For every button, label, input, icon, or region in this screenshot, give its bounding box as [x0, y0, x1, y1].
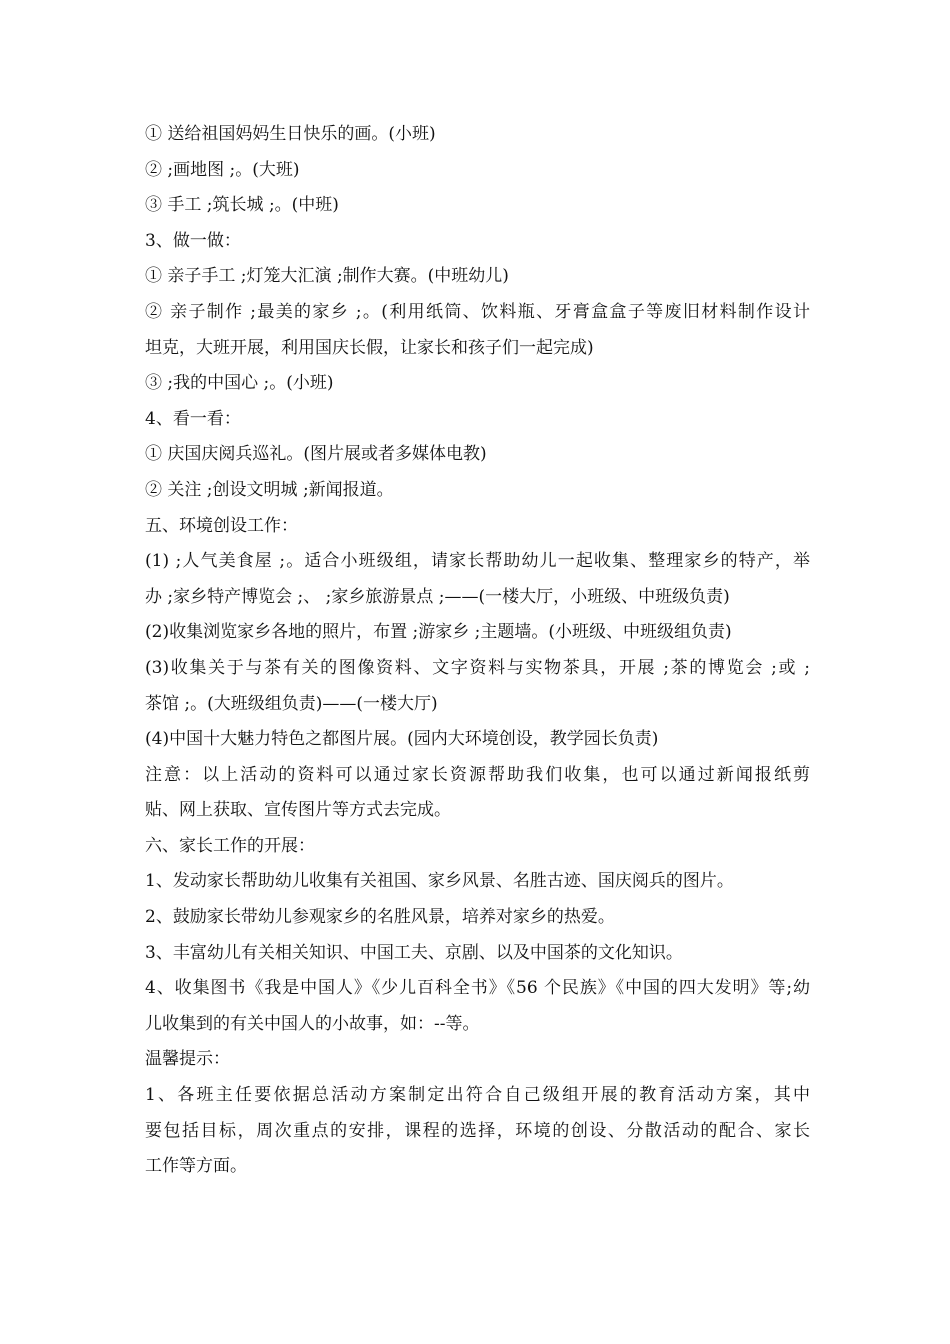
text-line: ③ ;我的中国心 ;。(小班) — [145, 373, 334, 394]
text-line: (1) ;人气美食屋 ;。适合小班级组，请家长帮助幼儿一起收集、整理家乡的特产，举 — [145, 551, 810, 572]
document-body — [145, 117, 810, 1185]
section-heading: 六、家长工作的开展： — [145, 835, 315, 856]
text-line: 茶馆 ;。(大班级组负责)——(一楼大厅) — [145, 693, 438, 714]
text-line: 2、鼓励家长带幼儿参观家乡的名胜风景，培养对家乡的热爱。 — [145, 907, 615, 928]
text-line: (2)收集浏览家乡各地的照片，布置 ;游家乡 ;主题墙。(小班级、中班级组负责) — [145, 622, 732, 643]
text-line: 3、丰富幼儿有关相关知识、中国工夫、京剧、以及中国茶的文化知识。 — [145, 942, 683, 963]
text-line: ② ;画地图 ;。(大班) — [145, 159, 300, 180]
text-line: 4、收集图书《我是中国人》《少儿百科全书》《56 个民族》《中国的四大发明》等;幼 — [145, 978, 810, 999]
section-heading: 温馨提示： — [145, 1049, 230, 1070]
text-line: 1、各班主任要依据总活动方案制定出符合自己级组开展的教育活动方案，其中 — [145, 1085, 810, 1106]
text-line: 办 ;家乡特产博览会 ;、 ;家乡旅游景点 ;——(一楼大厅，小班级、中班级负责) — [145, 586, 730, 607]
section-heading: 4、看一看： — [145, 408, 241, 429]
text-line: ② 亲子制作 ;最美的家乡 ;。(利用纸筒、饮料瓶、牙膏盒盒子等废旧材料制作设计 — [145, 301, 810, 322]
text-line: 儿收集到的有关中国人的小故事，如：--等。 — [145, 1013, 480, 1034]
note-line: 注意：以上活动的资料可以通过家长资源帮助我们收集，也可以通过新闻报纸剪 — [145, 764, 810, 785]
text-line: ① 亲子手工 ;灯笼大汇演 ;制作大赛。(中班幼儿) — [145, 266, 509, 287]
text-line: (4)中国十大魅力特色之都图片展。(园内大环境创设，教学园长负责) — [145, 729, 659, 750]
text-line: ③ 手工 ;筑长城 ;。(中班) — [145, 195, 339, 216]
note-line: 贴、网上获取、宣传图片等方式去完成。 — [145, 800, 451, 821]
text-line: ① 送给祖国妈妈生日快乐的画。(小班) — [145, 124, 436, 144]
text-line: 坦克，大班开展，利用国庆长假，让家长和孩子们一起完成) — [145, 337, 594, 358]
text-line: 要包括目标，周次重点的安排，课程的选择，环境的创设、分散活动的配合、家长 — [145, 1120, 810, 1141]
text-line: ② 关注 ;创设文明城 ;新闻报道。 — [145, 479, 394, 500]
section-heading: 3、做一做： — [145, 230, 241, 251]
text-line: (3)收集关于与茶有关的图像资料、文字资料与实物茶具，开展 ;茶的博览会 ;或 ; — [145, 657, 810, 678]
text-line: ① 庆国庆阅兵巡礼。(图片展或者多媒体电教) — [145, 444, 487, 465]
section-heading: 五、环境创设工作： — [145, 515, 298, 536]
text-line: 工作等方面。 — [145, 1156, 247, 1177]
text-line: 1、发动家长帮助幼儿收集有关祖国、家乡风景、名胜古迹、国庆阅兵的图片。 — [145, 871, 734, 892]
